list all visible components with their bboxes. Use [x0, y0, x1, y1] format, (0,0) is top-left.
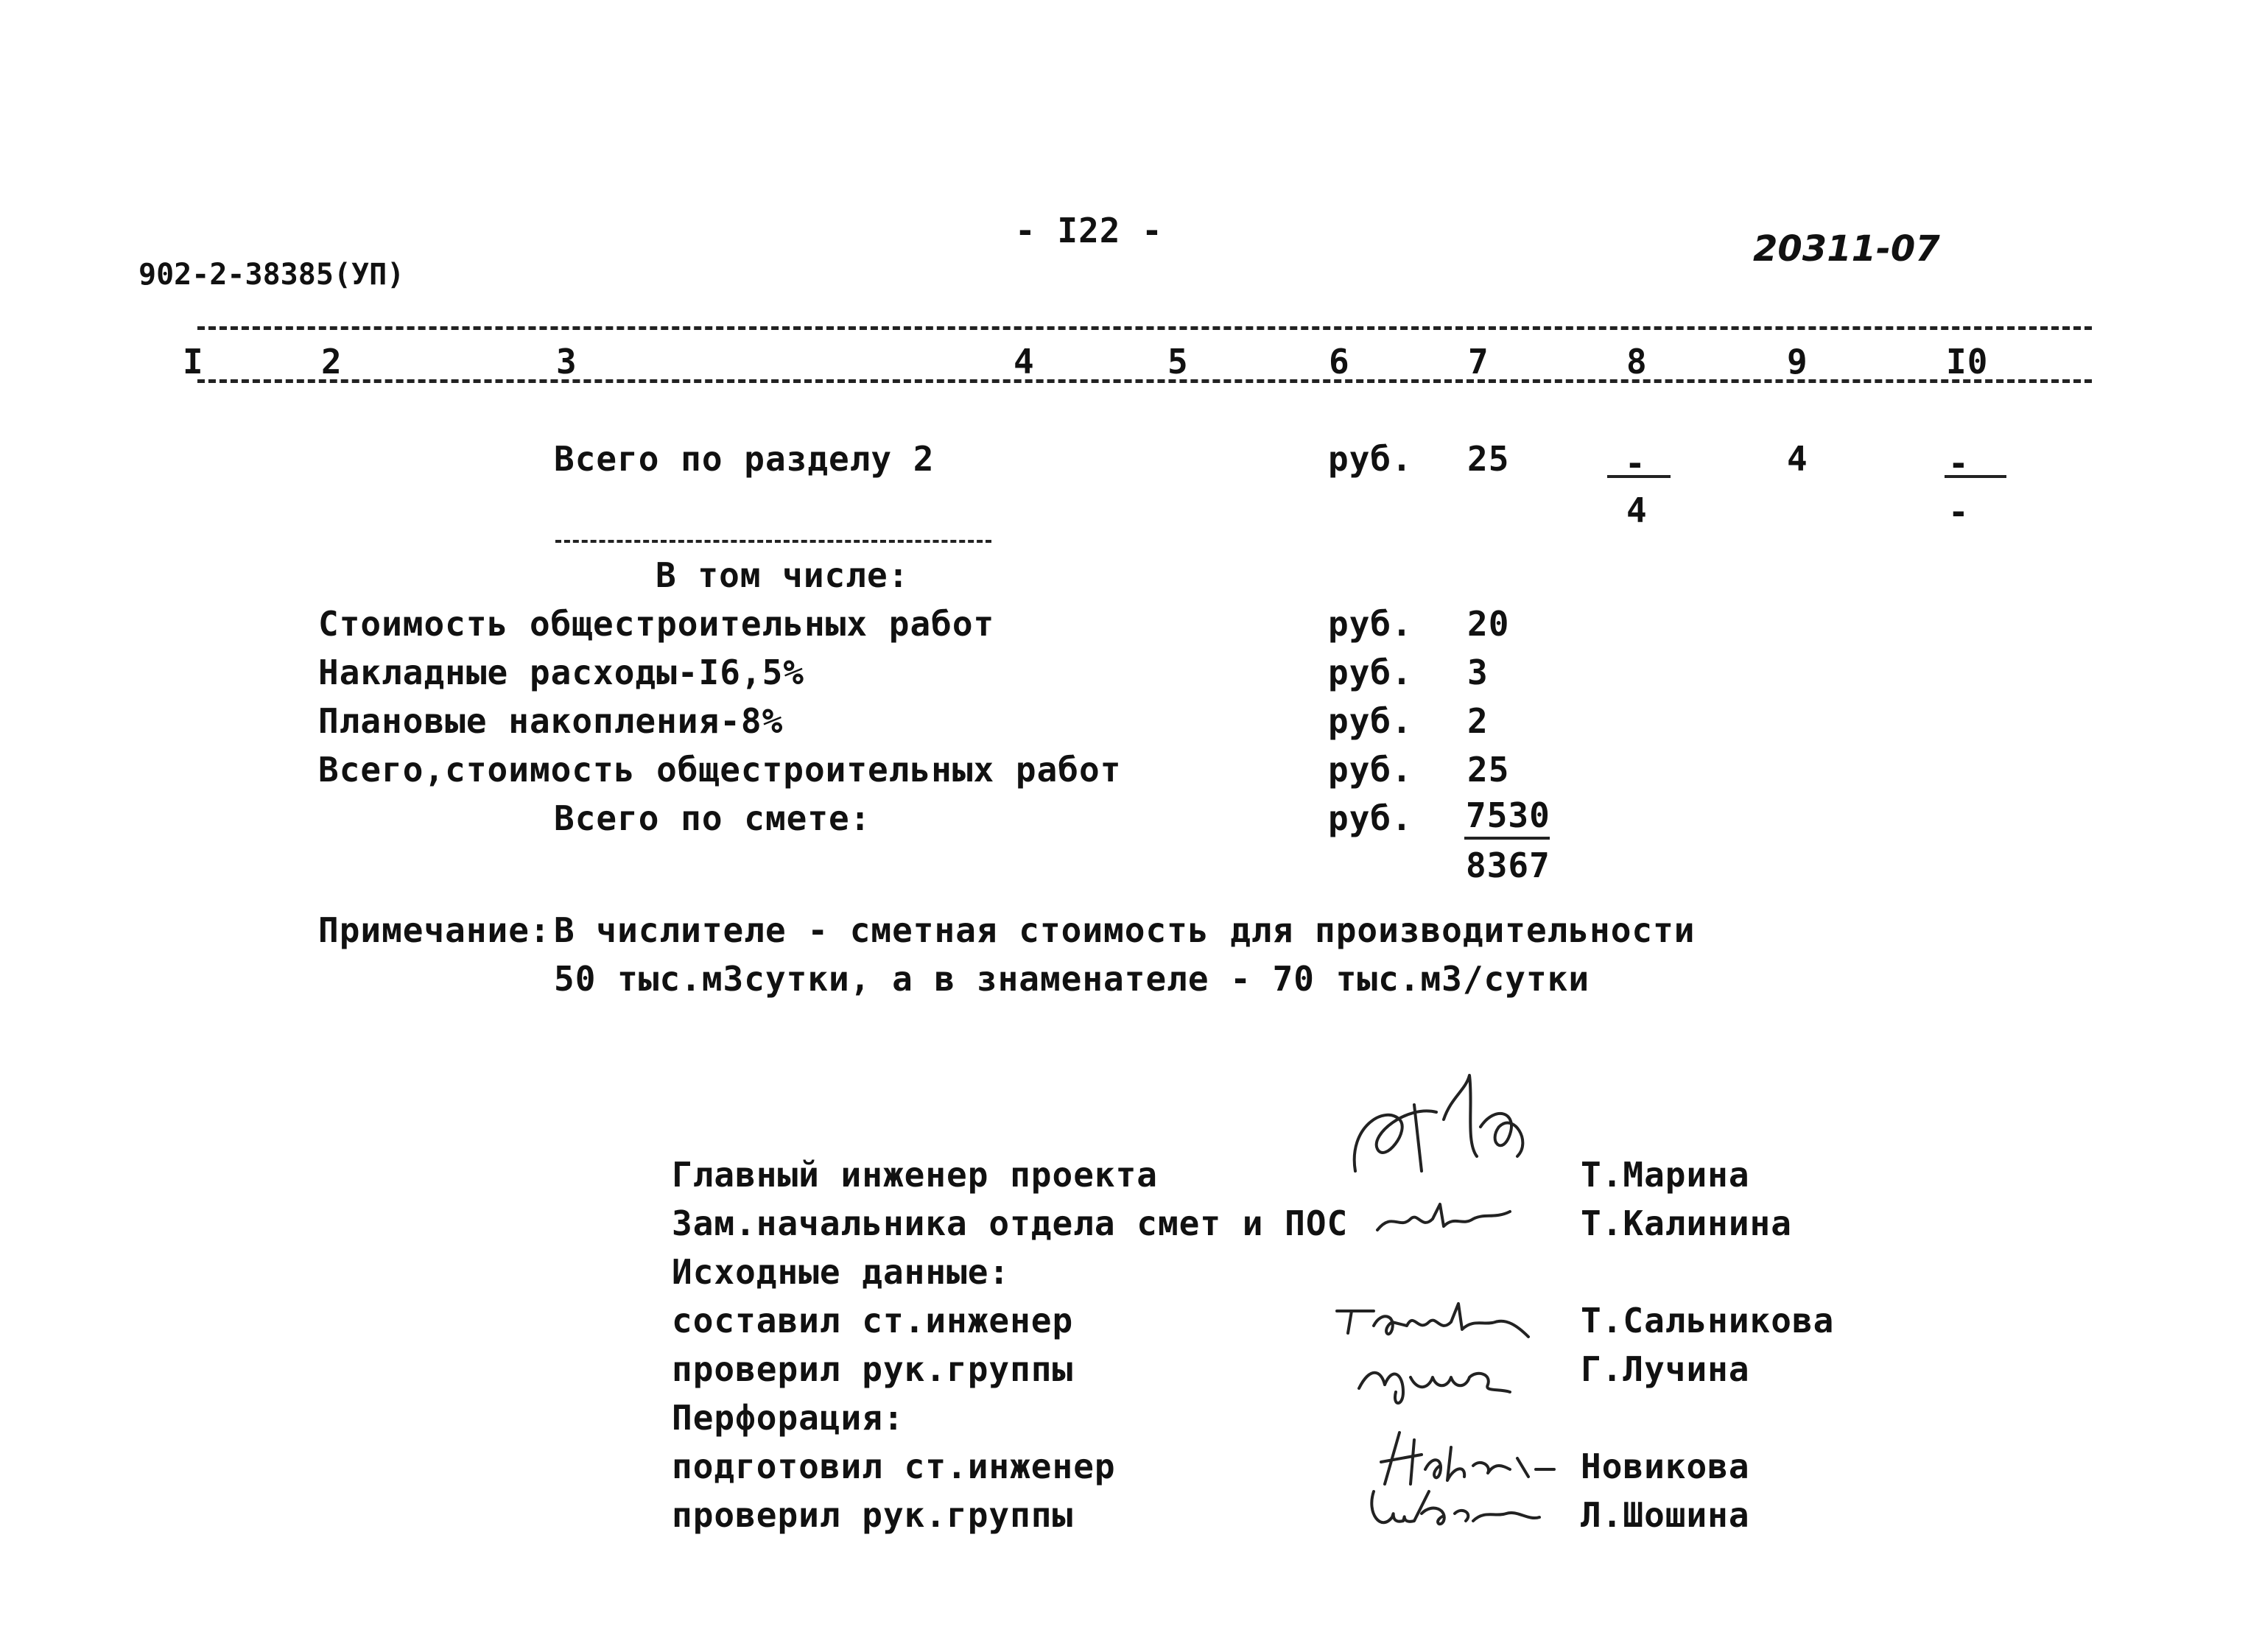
note-line-2: 50 тыс.м3сутки, а в знаменателе - 70 тыс.м3/сутки: [554, 959, 1590, 999]
page-number: - I22 -: [1015, 211, 1163, 250]
section-total-col8-denominator: 4: [1626, 491, 1648, 530]
column-number: I0: [1946, 342, 1989, 382]
signature-role: составил ст.инженер: [672, 1301, 1074, 1340]
column-number: I: [183, 342, 204, 382]
column-number: 2: [321, 342, 343, 382]
including-row-label: Всего,стоимость общестроительных работ: [318, 750, 1122, 790]
section-total-unit: руб.: [1328, 439, 1413, 479]
including-row-unit: руб.: [1328, 701, 1413, 741]
column-number: 4: [1014, 342, 1035, 382]
including-row-label: Накладные расходы-I6,5%: [318, 653, 804, 692]
header-dashed-line-top: [197, 326, 2092, 330]
signature-name: Т.Марина: [1581, 1155, 1750, 1195]
signature-role: Главный инженер проекта: [672, 1155, 1158, 1195]
handwritten-signature-salnikova: [1330, 1296, 1536, 1348]
signature-section-heading: Перфорация:: [672, 1398, 905, 1438]
section-total-col7: 25: [1467, 439, 1510, 479]
note-label: Примечание:: [318, 910, 551, 950]
note-line-1: В числителе - сметная стоимость для производительности: [554, 910, 1696, 950]
including-row-value: 20: [1467, 604, 1510, 644]
signature-name: Новикова: [1581, 1447, 1750, 1486]
subtotal-dashed-rule: [555, 540, 991, 543]
signature-role: подготовил ст.инженер: [672, 1447, 1116, 1486]
including-row-unit: руб.: [1328, 653, 1413, 692]
section-total-col8-numerator: -: [1625, 443, 1646, 483]
fraction-bar-col10: [1945, 475, 2006, 478]
including-heading: В том числе:: [656, 555, 910, 595]
column-number: 3: [556, 342, 577, 382]
header-dashed-line-bottom: [197, 379, 2092, 383]
signature-role: Зам.начальника отдела смет и ПОС: [672, 1203, 1349, 1243]
section-total-col10-numerator: -: [1948, 443, 1970, 483]
document-code: 902-2-38385(УП): [138, 258, 405, 292]
section-total-col9: 4: [1787, 439, 1808, 479]
including-row-label: Плановые накопления-8%: [318, 701, 784, 741]
column-number: 6: [1329, 342, 1350, 382]
estimate-total-denominator: 8367: [1466, 846, 1550, 885]
column-number: 9: [1787, 342, 1808, 382]
signature-name: Г.Лучина: [1581, 1349, 1750, 1389]
including-row-unit: руб.: [1328, 604, 1413, 644]
section-total-col10-denominator: -: [1948, 492, 1970, 532]
estimate-total-label: Всего по смете:: [554, 798, 871, 838]
signature-section-heading: Исходные данные:: [672, 1252, 1011, 1292]
including-row-value: 25: [1467, 750, 1510, 790]
including-row-unit: руб.: [1328, 750, 1413, 790]
including-row-label: Стоимость общестроительных работ: [318, 604, 995, 644]
archive-stamp: 20311-07: [1753, 228, 1940, 270]
handwritten-signature-marina: [1341, 1075, 1547, 1201]
signature-name: Т.Калинина: [1581, 1203, 1792, 1243]
handwritten-signature-shoshina: [1363, 1480, 1554, 1539]
handwritten-signature-luchina: [1352, 1348, 1528, 1407]
column-number: 5: [1167, 342, 1189, 382]
section-total-label: Всего по разделу 2: [554, 439, 935, 479]
handwritten-signature-kalinina: [1370, 1197, 1517, 1241]
including-row-value: 3: [1467, 653, 1489, 692]
including-row-value: 2: [1467, 701, 1489, 741]
signature-role: проверил рук.группы: [672, 1495, 1074, 1535]
fraction-bar-col8: [1607, 475, 1671, 478]
estimate-total-unit: руб.: [1328, 798, 1413, 838]
signature-name: Л.Шошина: [1581, 1495, 1750, 1535]
estimate-total-numerator: 7530: [1466, 795, 1550, 835]
fraction-bar-estimate: [1464, 837, 1550, 840]
column-number: 8: [1626, 342, 1648, 382]
signature-role: проверил рук.группы: [672, 1349, 1074, 1389]
column-number: 7: [1468, 342, 1489, 382]
signature-name: Т.Сальникова: [1581, 1301, 1835, 1340]
